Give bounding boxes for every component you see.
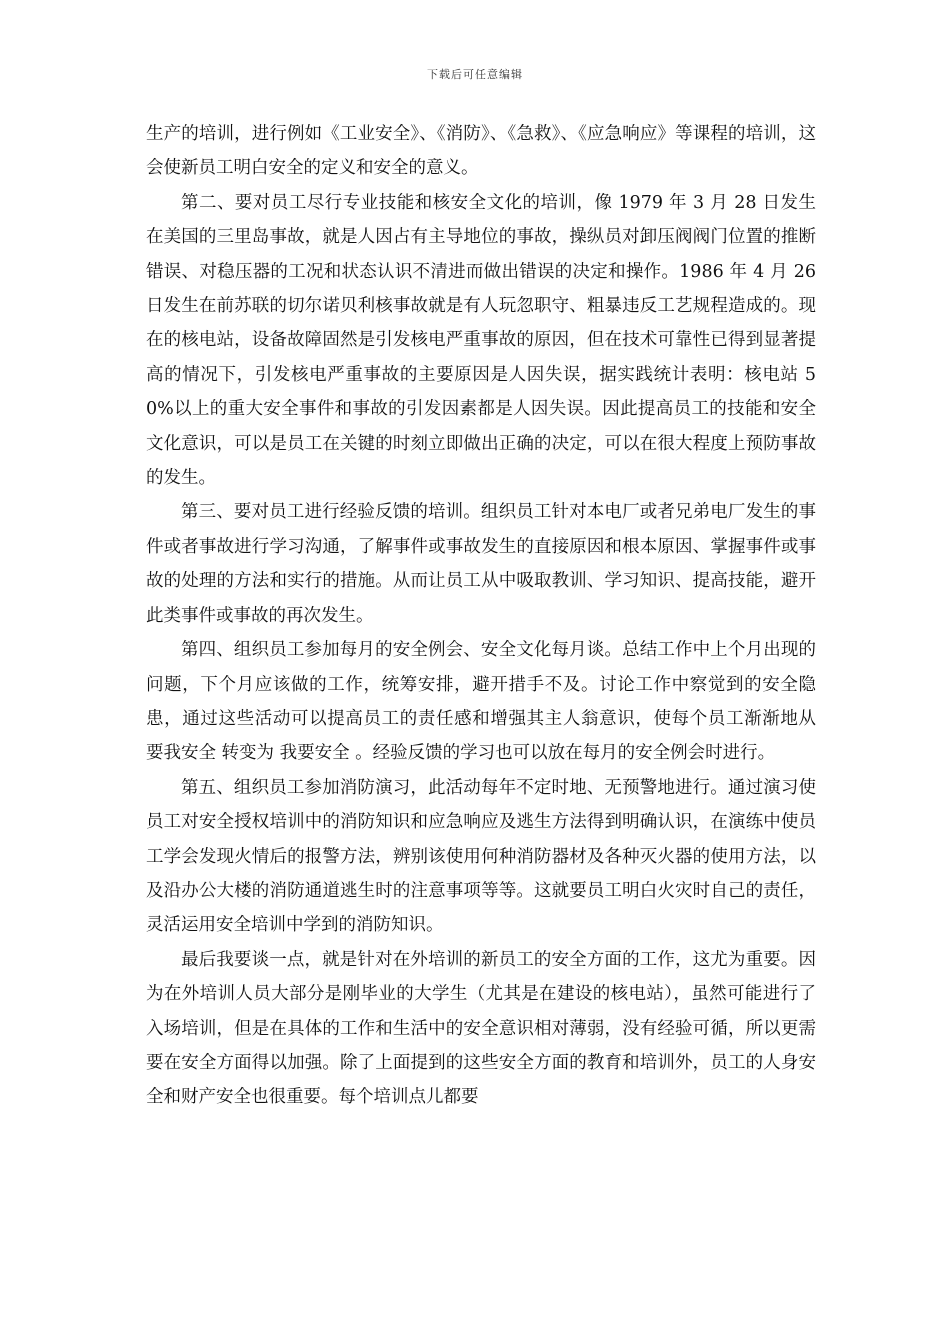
- paragraph-5: 第五、组织员工参加消防演习，此活动每年不定时地、无预警地进行。通过演习使员工对安全授权培训中的消防知识和应急响应及逃生方法得到明确认识，在演练中使员工学会发现火情后的报警方法，辨别该使用何种消防器材及各种灭火器的使用方法，以及沿办公大楼的消防通道逃生时的注意事项等等。这就要员工明白火灾时自己的责任，灵活运用安全培训中学到的消防知识。: [146, 777, 816, 936]
- document-body: [146, 117, 816, 1115]
- paragraph-2: 第二、要对员工尽行专业技能和核安全文化的培训，像 1979 年 3 月 28 日发生在美国的三里岛事故，就是人因占有主导地位的事故，操纵员对卸压阀阀门位置的推断错误、对稳压器的工况和状态认识不清进而做出错误的决定和操作。1986 年 4 月 26 日发生在前苏联的切尔诺贝利核事故就是有人玩忽职守、粗暴违反工艺规程造成的。现在的核电站，设备故障固然是引发核电严重事故的原因，但在技术可靠性已得到显著提高的情况下，引发核电严重事故的主要原因是人因失误，据实践统计表明：核电站 50%以上的重大安全事件和事故的引发因素都是人因失误。因此提高员工的技能和安全文化意识，可以是员工在关键的时刻立即做出正确的决定，可以在很大程度上预防事故的发生。: [146, 192, 816, 489]
- paragraph-6: 最后我要谈一点，就是针对在外培训的新员工的安全方面的工作，这尤为重要。因为在外培训人员大部分是刚毕业的大学生（尤其是在建设的核电站），虽然可能进行了入场培训，但是在具体的工作和生活中的安全意识相对薄弱，没有经验可循，所以更需要在安全方面得以加强。除了上面提到的这些安全方面的教育和培训外，员工的人身安全和财产安全也很重要。每个培训点儿都要: [146, 949, 816, 1108]
- page-header: 下载后可任意编辑: [427, 68, 523, 81]
- paragraph-1: 生产的培训，进行例如《工业安全》、《消防》、《急救》、《应急响应》等课程的培训，这会使新员工明白安全的定义和安全的意义。: [146, 124, 816, 179]
- paragraph-3: 第三、要对员工进行经验反馈的培训。组织员工针对本电厂或者兄弟电厂发生的事件或者事故进行学习沟通，了解事件或事故发生的直接原因和根本原因、掌握事件或事故的处理的方法和实行的措施。从而让员工从中吸取教训、学习知识、提高技能，避开此类事件或事故的再次发生。: [146, 502, 816, 626]
- paragraph-4: 第四、组织员工参加每月的安全例会、安全文化每月谈。总结工作中上个月出现的问题，下个月应该做的工作，统筹安排，避开措手不及。讨论工作中察觉到的安全隐患，通过这些活动可以提高员工的责任感和增强其主人翁意识，使每个员工渐渐地从 要我安全 转变为 我要安全 。经验反馈的学习也可以放在每月的安全例会时进行。: [146, 640, 816, 764]
